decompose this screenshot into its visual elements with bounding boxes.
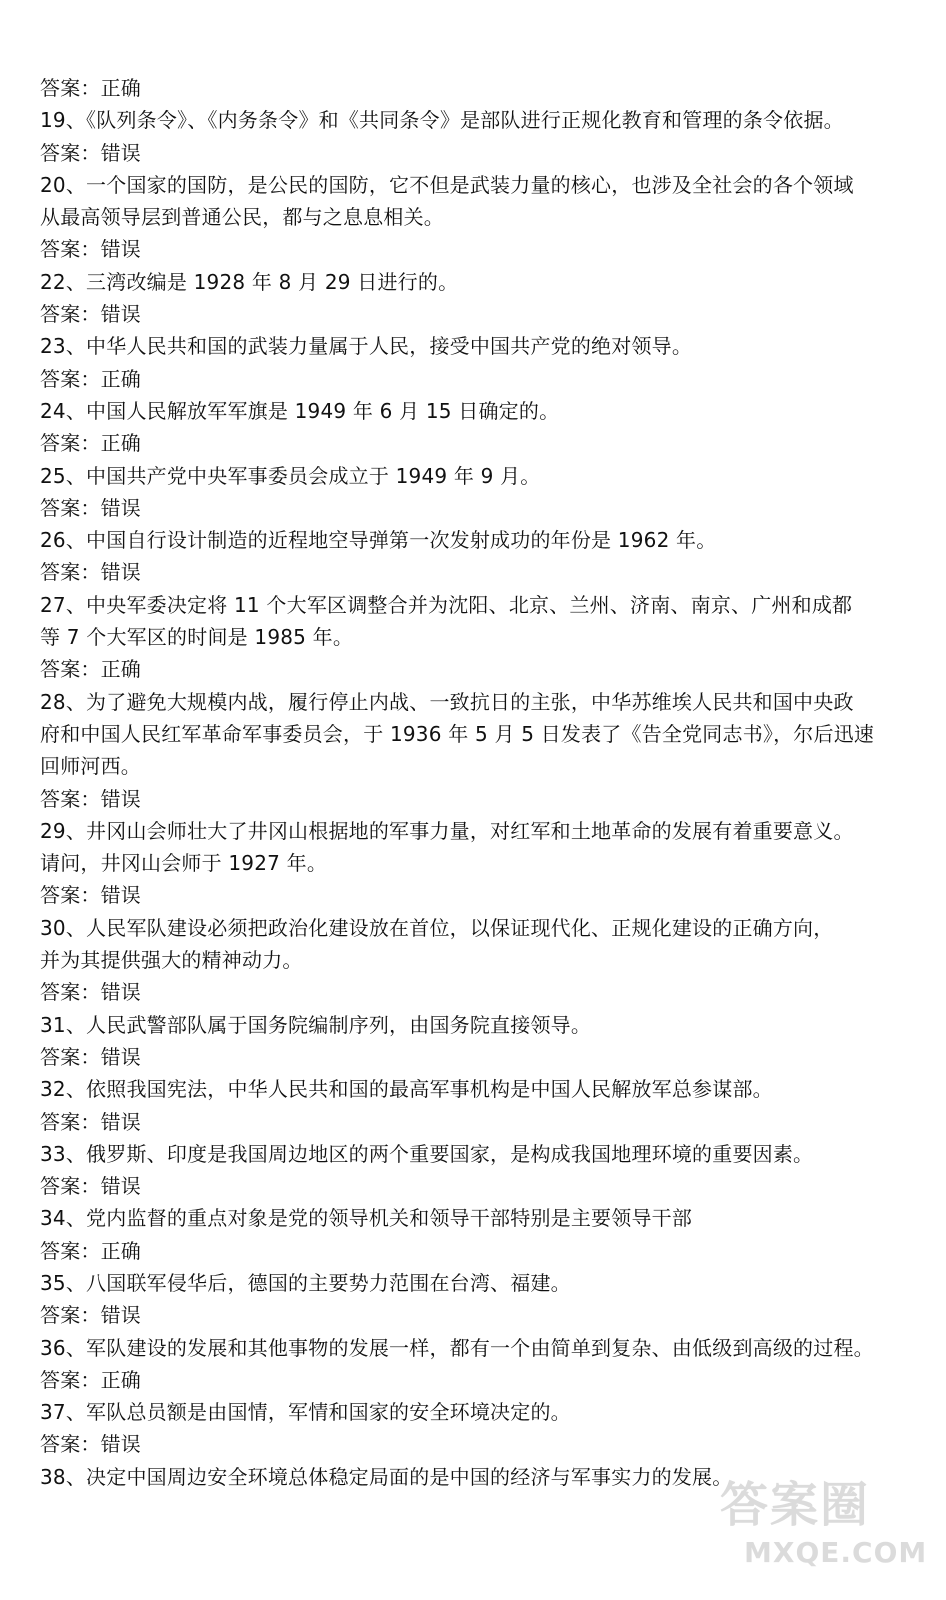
question-line: 26、中国自行设计制造的近程地空导弹第一次发射成功的年份是 1962 年。: [40, 528, 717, 553]
answer-line: 答案：错误: [40, 1174, 141, 1199]
question-line: 23、中华人民共和国的武装力量属于人民，接受中国共产党的绝对领导。: [40, 334, 693, 359]
question-line: 19、《队列条令》、《内务条令》和《共同条令》是部队进行正规化教育和管理的条令依据。: [40, 108, 844, 133]
answer-line: 答案：错误: [40, 560, 141, 585]
answer-line: 答案：错误: [40, 786, 141, 811]
question-line: 38、决定中国周边安全环境总体稳定局面的是中国的经济与军事实力的发展。: [40, 1464, 733, 1489]
question-line: 30、人民军队建设必须把政治化建设放在首位，以保证现代化、正规化建设的正确方向，: [40, 915, 834, 940]
question-line: 33、俄罗斯、印度是我国周边地区的两个重要国家，是构成我国地理环境的重要因素。: [40, 1141, 814, 1166]
watermark-site-text: MXQE.COM: [744, 1536, 928, 1569]
answer-line: 答案：错误: [40, 237, 141, 262]
question-line: 等 7 个大军区的时间是 1985 年。: [40, 625, 354, 650]
question-line: 31、人民武警部队属于国务院编制序列，由国务院直接领导。: [40, 1012, 592, 1037]
question-line: 37、军队总员额是由国情，军情和国家的安全环境决定的。: [40, 1400, 571, 1425]
answer-line: 答案：错误: [40, 883, 141, 908]
answer-line: 答案：正确: [40, 1238, 141, 1263]
question-line: 35、八国联军侵华后，德国的主要势力范围在台湾、福建。: [40, 1270, 571, 1295]
answer-line: 答案：正确: [40, 657, 141, 682]
question-line: 府和中国人民红军革命军事委员会，于 1936 年 5 月 5 日发表了《告全党同志书》，尔后迅速: [40, 721, 875, 746]
answer-line: 答案：错误: [40, 1044, 141, 1069]
question-line: 34、党内监督的重点对象是党的领导机关和领导干部特别是主要领导干部: [40, 1206, 693, 1231]
question-line: 32、依照我国宪法，中华人民共和国的最高军事机构是中国人民解放军总参谋部。: [40, 1077, 773, 1102]
question-line: 请问，井冈山会师于 1927 年。: [40, 851, 328, 876]
answer-line: 答案：正确: [40, 1367, 141, 1392]
watermark-logo-text: 答案圈: [720, 1477, 871, 1533]
question-line: 36、军队建设的发展和其他事物的发展一样，都有一个由简单到复杂、由低级到高级的过程。: [40, 1335, 874, 1360]
answer-line: 答案：正确: [40, 431, 141, 456]
question-line: 28、为了避免大规模内战，履行停止内战、一致抗日的主张，中华苏维埃人民共和国中央政: [40, 689, 854, 714]
question-line: 回师河西。: [40, 754, 141, 779]
question-line: 20、一个国家的国防，是公民的国防，它不但是武装力量的核心，也涉及全社会的各个领域: [40, 172, 854, 197]
answer-line: 答案：错误: [40, 1109, 141, 1134]
question-line: 24、中国人民解放军军旗是 1949 年 6 月 15 日确定的。: [40, 398, 560, 423]
question-line: 29、井冈山会师壮大了井冈山根据地的军事力量，对红军和土地革命的发展有着重要意义。: [40, 818, 854, 843]
question-line: 27、中央军委决定将 11 个大军区调整合并为沈阳、北京、兰州、济南、南京、广州和成都: [40, 592, 853, 617]
watermark-logo: [712, 1466, 928, 1586]
answer-line: 答案：正确: [40, 76, 141, 100]
question-line: 25、中国共产党中央军事委员会成立于 1949 年 9 月。: [40, 463, 541, 488]
question-line: 22、三湾改编是 1928 年 8 月 29 日进行的。: [40, 269, 459, 294]
answer-line: 答案：错误: [40, 495, 141, 520]
question-line: 从最高领导层到普通公民，都与之息息相关。: [40, 205, 444, 230]
answer-line: 答案：错误: [40, 1303, 141, 1328]
answer-line: 答案：错误: [40, 302, 141, 327]
answer-line: 答案：错误: [40, 980, 141, 1005]
answer-line: 答案：正确: [40, 366, 141, 391]
question-line: 并为其提供强大的精神动力。: [40, 948, 303, 973]
answer-line: 答案：错误: [40, 140, 141, 165]
document-body: [40, 72, 920, 1493]
answer-line: 答案：错误: [40, 1432, 141, 1457]
